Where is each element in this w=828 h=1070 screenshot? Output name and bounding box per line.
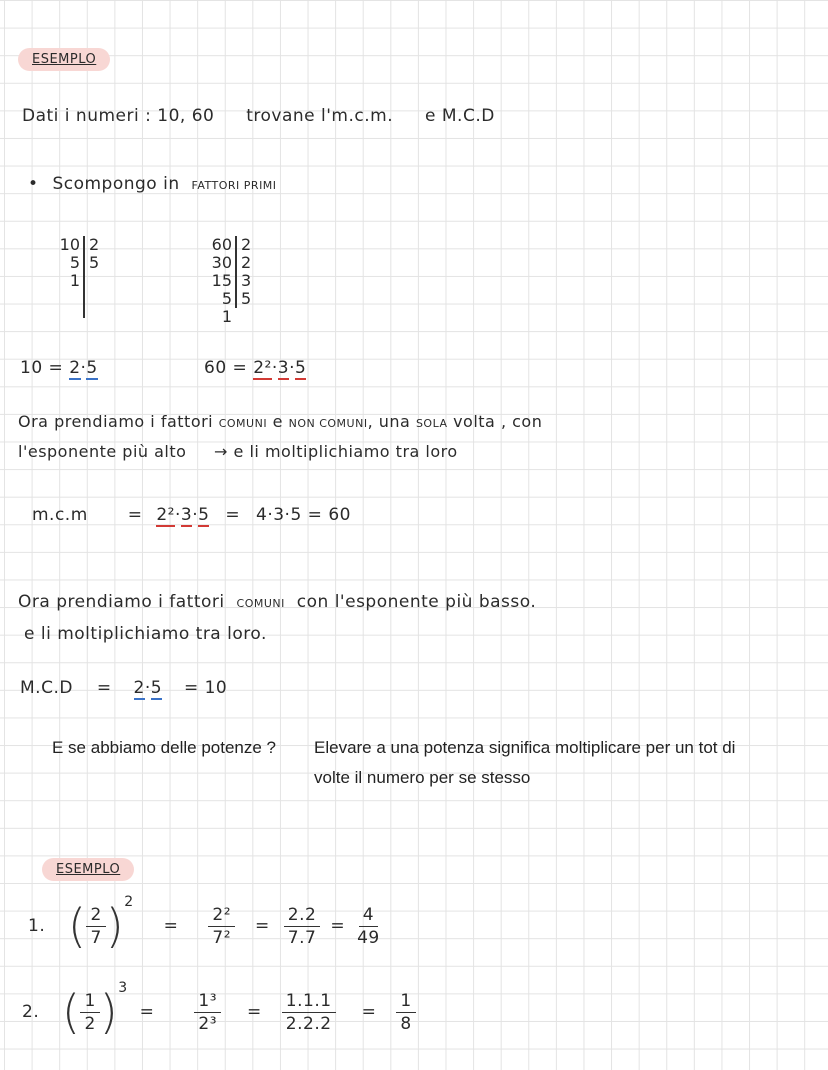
numerator: 2² bbox=[208, 904, 235, 927]
factor-table-10 bbox=[50, 236, 99, 318]
denominator: 7² bbox=[212, 927, 232, 948]
example-tag bbox=[42, 858, 134, 881]
factor-three: 3 bbox=[277, 358, 290, 378]
powers-explanation-2: volte il numero per se stesso bbox=[314, 768, 531, 787]
factor: 2 bbox=[133, 678, 145, 698]
denominator: 49 bbox=[357, 927, 380, 948]
factor-cell: 5 bbox=[221, 289, 232, 308]
fraction bbox=[282, 990, 336, 1035]
text: e bbox=[272, 412, 284, 431]
problem-numbers: 10, 60 bbox=[157, 106, 215, 126]
numerator: 1.1.1 bbox=[282, 990, 336, 1013]
denominator: 7.7 bbox=[287, 927, 317, 948]
equals: = bbox=[225, 505, 241, 525]
caps-text: NON COMUNI bbox=[288, 417, 368, 430]
factor-table-60 bbox=[196, 236, 251, 326]
open-paren-icon: ( bbox=[62, 985, 81, 1039]
fraction bbox=[208, 904, 235, 949]
dot: · bbox=[289, 358, 295, 378]
numerator: 1³ bbox=[194, 990, 221, 1013]
mcd-result: = 10 bbox=[183, 678, 228, 698]
factor-cell: 3 bbox=[241, 271, 252, 290]
close-paren-icon: ) bbox=[99, 985, 119, 1039]
example-1 bbox=[28, 896, 384, 956]
factor: 5 bbox=[150, 678, 163, 698]
decomp-60 bbox=[204, 358, 306, 378]
factor-cell: 10 bbox=[59, 235, 80, 254]
fraction bbox=[396, 990, 415, 1035]
arrow-icon: → bbox=[214, 442, 228, 461]
dot: · bbox=[174, 505, 181, 525]
factor-cell: 15 bbox=[211, 271, 232, 290]
step-text: Scompongo in bbox=[52, 174, 180, 194]
equals: = bbox=[361, 1002, 377, 1022]
dot: · bbox=[144, 678, 151, 698]
numerator: 1 bbox=[396, 990, 415, 1013]
problem-statement bbox=[22, 106, 495, 126]
fraction bbox=[284, 904, 321, 949]
caps-text: SOLA bbox=[415, 417, 448, 430]
step-caps: FATTORI PRIMI bbox=[191, 179, 277, 192]
numerator: 4 bbox=[359, 904, 378, 927]
dot: · bbox=[271, 358, 278, 378]
open-paren-icon: ( bbox=[68, 899, 87, 953]
decomp-lhs: 10 = bbox=[20, 358, 64, 378]
text: volta , con bbox=[453, 412, 543, 431]
exponent: 3 bbox=[118, 980, 128, 996]
factor: 2² bbox=[156, 505, 175, 525]
mcm-result: 4·3·5 = 60 bbox=[256, 505, 351, 525]
mcd-rule-line1 bbox=[18, 592, 536, 612]
factor-two: 2 bbox=[69, 358, 81, 378]
bullet: • bbox=[28, 174, 39, 194]
example-2 bbox=[22, 982, 416, 1042]
equals: = bbox=[139, 1002, 155, 1022]
fraction bbox=[353, 904, 384, 949]
decomp-lhs: 60 = bbox=[204, 358, 248, 378]
powers-question: E se abbiamo delle potenze ? bbox=[52, 738, 276, 757]
decomp-10 bbox=[20, 358, 98, 378]
caps-text: COMUNI bbox=[218, 417, 268, 430]
mcm-label: m.c.m bbox=[32, 505, 88, 525]
example-index: 1. bbox=[28, 916, 46, 936]
factor-five: 5 bbox=[294, 358, 307, 378]
factor-cell: 5 bbox=[241, 289, 252, 308]
equals: = bbox=[330, 916, 346, 936]
text: e li moltiplichiamo tra loro bbox=[233, 442, 458, 461]
factor-cell: 5 bbox=[89, 253, 100, 272]
mcm-calculation bbox=[32, 505, 351, 525]
example-index: 2. bbox=[22, 1002, 40, 1022]
text: con l'esponente più basso. bbox=[296, 592, 537, 612]
fraction bbox=[86, 904, 105, 949]
powers-explanation-1: Elevare a una potenza significa moltiplicare per un tot di bbox=[314, 738, 736, 757]
example-tag bbox=[18, 48, 110, 71]
mcd-calculation bbox=[20, 678, 227, 698]
example-tag-label: ESEMPLO bbox=[18, 48, 110, 71]
denominator: 2.2.2 bbox=[285, 1013, 332, 1034]
fraction bbox=[194, 990, 221, 1035]
mcd-label: M.C.D bbox=[20, 678, 73, 698]
numerator: 2.2 bbox=[284, 904, 321, 927]
fraction bbox=[80, 990, 99, 1035]
dot: · bbox=[192, 505, 199, 525]
denominator: 2 bbox=[84, 1013, 96, 1034]
text: Ora prendiamo i fattori bbox=[18, 592, 225, 612]
factor-five: 5 bbox=[86, 358, 98, 378]
factor-cell: 1 bbox=[69, 271, 80, 290]
denominator: 7 bbox=[90, 927, 102, 948]
equals: = bbox=[247, 1002, 262, 1022]
equals: = bbox=[163, 916, 179, 936]
dot: · bbox=[80, 358, 87, 378]
numerator: 1 bbox=[80, 990, 99, 1013]
factor: 5 bbox=[198, 505, 210, 525]
text: l'esponente più alto bbox=[18, 442, 187, 461]
example-tag-label: ESEMPLO bbox=[42, 858, 134, 881]
equals: = bbox=[127, 505, 143, 525]
exponent: 2 bbox=[124, 894, 134, 910]
caps-text: COMUNI bbox=[236, 597, 285, 610]
denominator: 2³ bbox=[198, 1013, 218, 1034]
text: e li moltiplichiamo tra loro. bbox=[24, 624, 267, 644]
factor-cell: 2 bbox=[89, 235, 100, 254]
close-paren-icon: ) bbox=[105, 899, 125, 953]
factor-cell: 5 bbox=[69, 253, 80, 272]
factor-cell: 30 bbox=[211, 253, 232, 272]
factor-two-squared: 2² bbox=[253, 358, 272, 378]
mcm-rule-line2 bbox=[18, 442, 458, 461]
text: , una bbox=[367, 412, 411, 431]
factor-cell: 2 bbox=[241, 235, 252, 254]
equals: = bbox=[255, 916, 270, 936]
factor-cell: 1 bbox=[221, 307, 232, 326]
factor-cell: 60 bbox=[211, 235, 232, 254]
step-decompose bbox=[28, 174, 277, 194]
problem-middle: trovane l'm.c.m. bbox=[246, 106, 394, 126]
denominator: 8 bbox=[400, 1013, 412, 1034]
factor-cell: 2 bbox=[241, 253, 252, 272]
factor: 3 bbox=[180, 505, 193, 525]
mcm-rule-line1 bbox=[18, 412, 542, 431]
equals: = bbox=[96, 678, 112, 698]
text: Ora prendiamo i fattori bbox=[18, 412, 214, 431]
mcd-rule-line2 bbox=[24, 624, 267, 644]
numerator: 2 bbox=[86, 904, 105, 927]
problem-prefix: Dati i numeri : bbox=[22, 106, 152, 126]
problem-suffix: e M.C.D bbox=[425, 106, 495, 126]
